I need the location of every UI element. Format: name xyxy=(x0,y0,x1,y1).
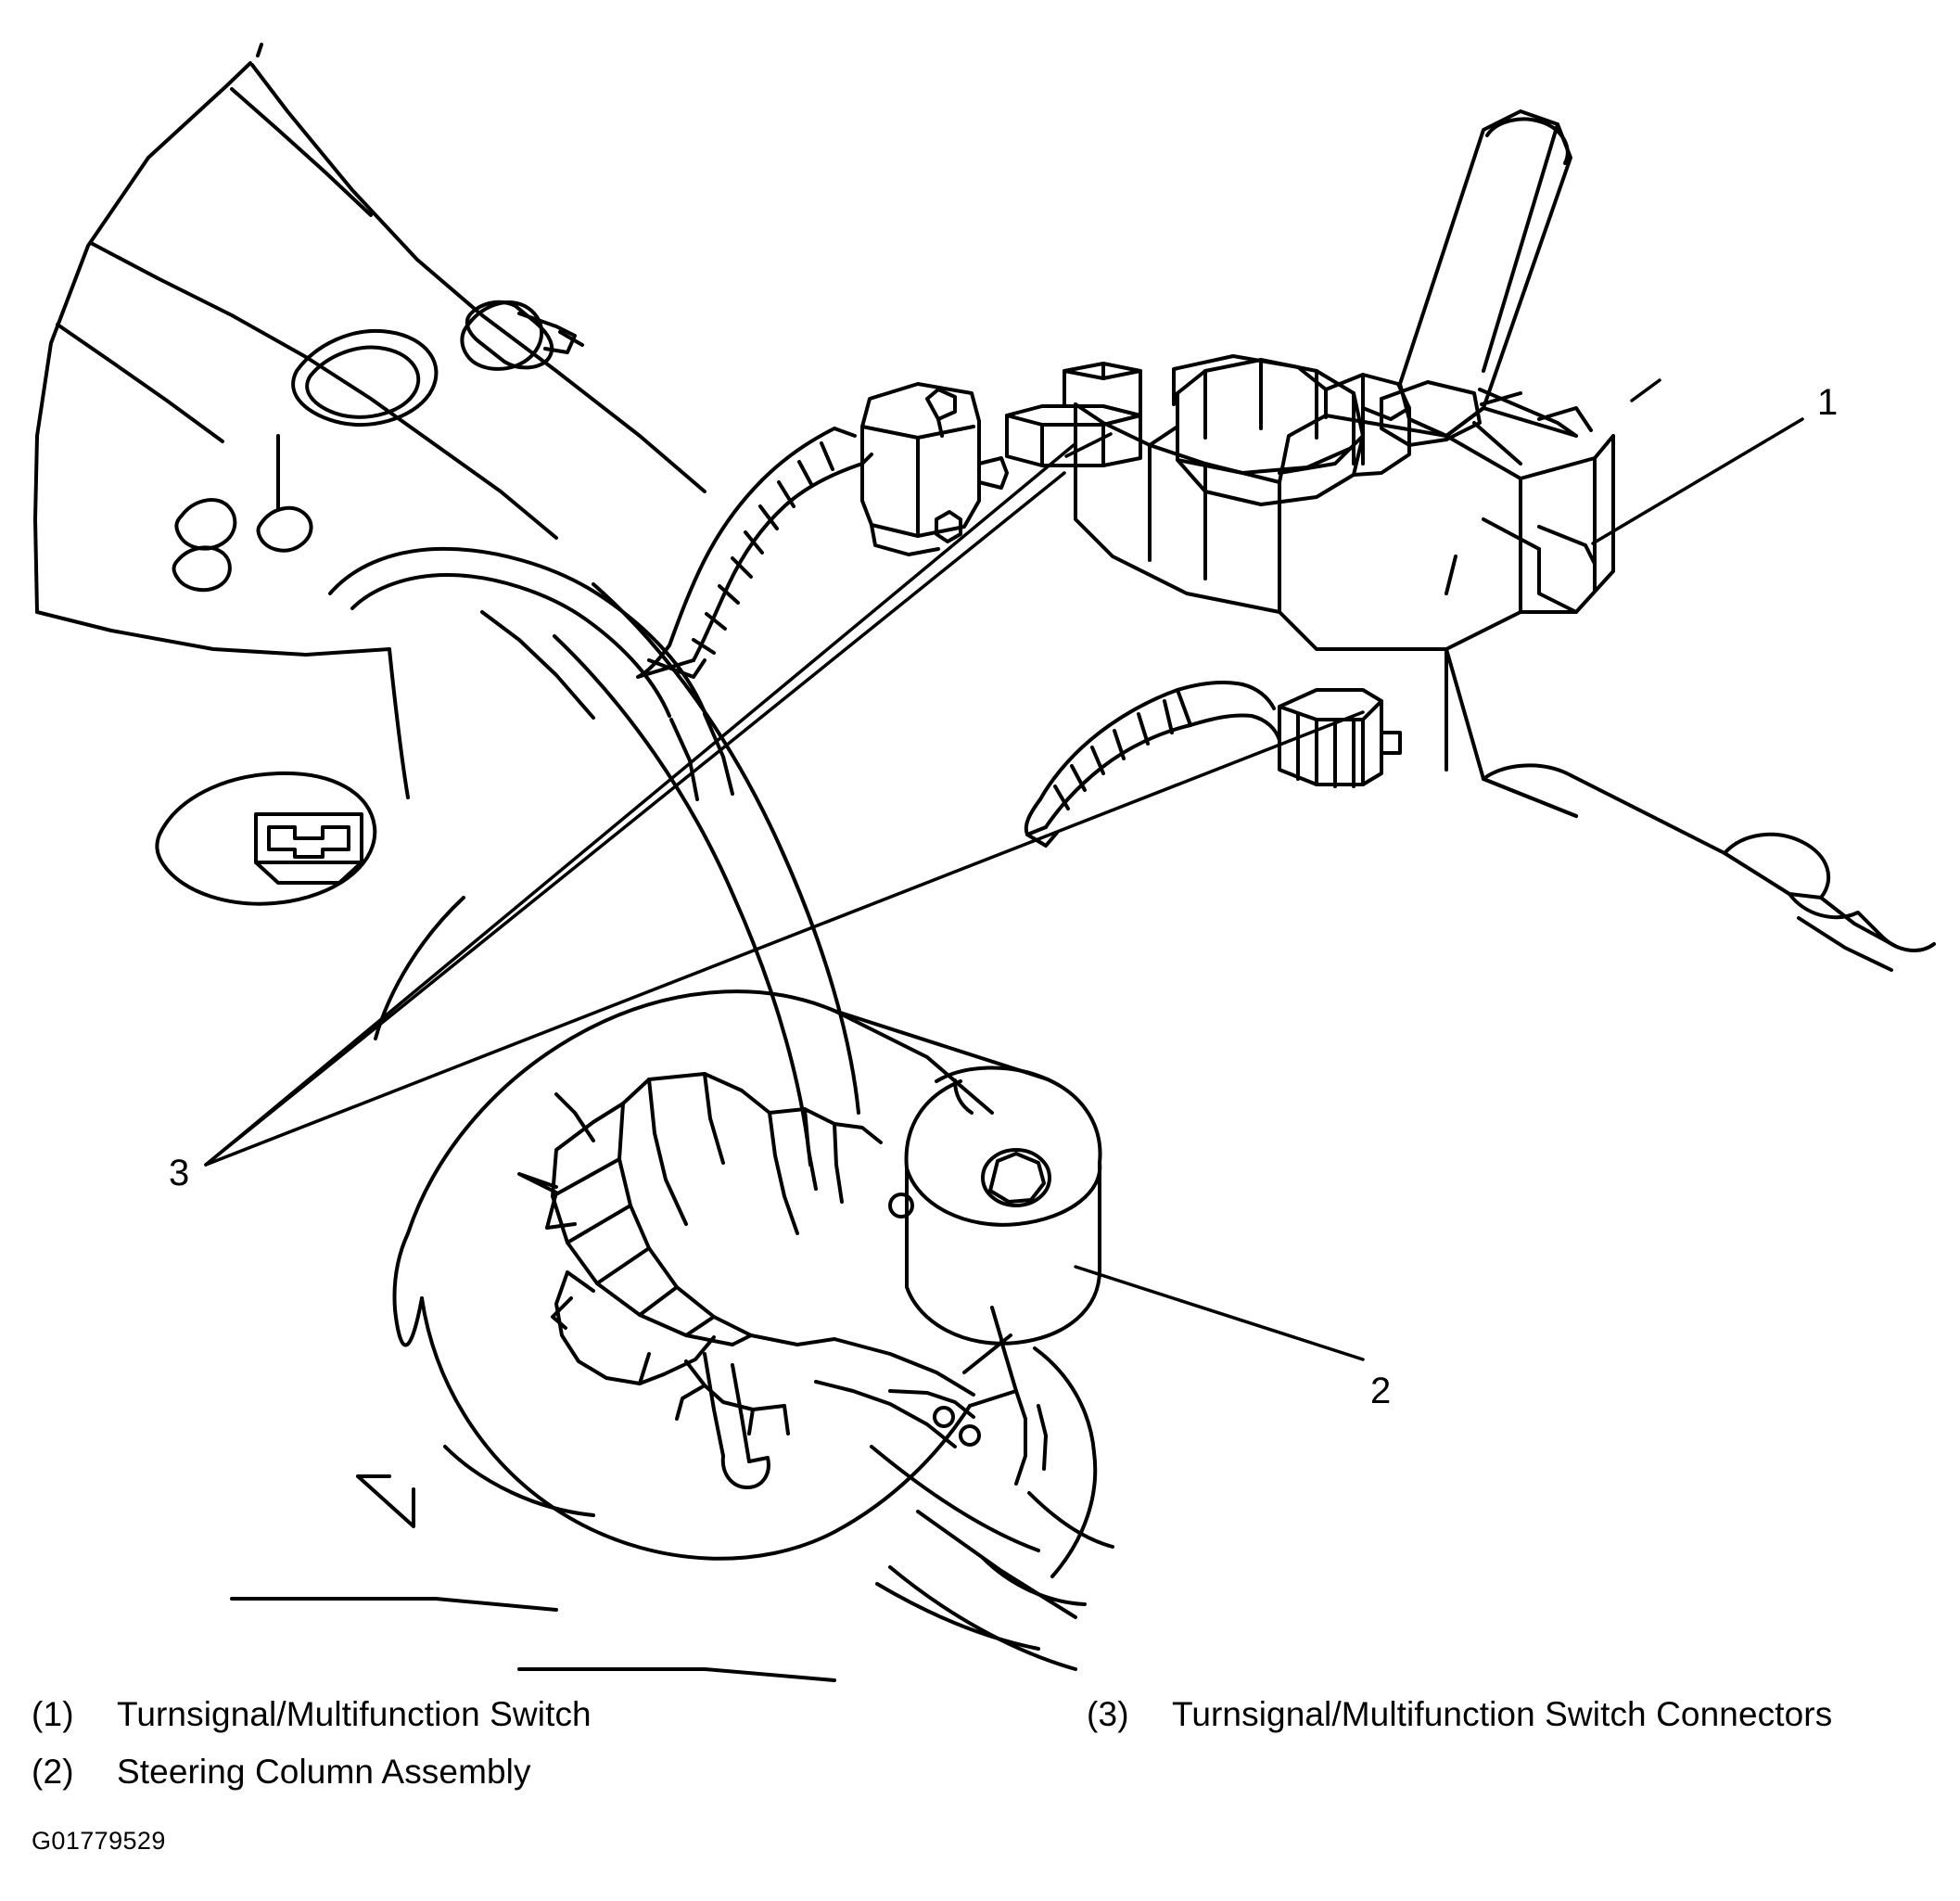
connector-c xyxy=(1174,356,1409,475)
legend-item xyxy=(32,1695,592,1753)
figure-legend xyxy=(0,1695,1960,1844)
dash-sweep-curve xyxy=(375,584,859,1165)
legend-item xyxy=(32,1753,592,1810)
switch-collar-mount xyxy=(1075,389,1591,612)
lock-cylinder-stalk xyxy=(519,1174,769,1487)
connector-a xyxy=(862,384,1007,555)
ignition-lock-housing xyxy=(553,1074,1046,1484)
sir-coil-assembly xyxy=(890,1067,1101,1343)
turnsignal-multifunction-switch xyxy=(1279,111,1934,970)
legend-item-number: (2) xyxy=(32,1753,74,1791)
callout-number-1: 1 xyxy=(1817,382,1839,423)
emblem-badge xyxy=(157,773,375,904)
legend-column-left xyxy=(32,1695,592,1810)
legend-item-number: (3) xyxy=(1087,1695,1129,1733)
column-shroud xyxy=(445,1094,1011,1515)
dash-recess-shapes xyxy=(176,302,541,548)
figure-id-label: G01779529 xyxy=(32,1827,166,1855)
callout-number-3: 3 xyxy=(169,1153,190,1193)
legend-item-label: Turnsignal/Multifunction Switch xyxy=(117,1695,592,1733)
lower-panel-lines xyxy=(232,1584,1038,1680)
direction-arrow xyxy=(358,1476,414,1526)
legend-item-number: (1) xyxy=(32,1695,74,1733)
legend-item-label: Turnsignal/Multifunction Switch Connectors xyxy=(1172,1695,1833,1733)
callout-number-2: 2 xyxy=(1370,1371,1392,1411)
leader-lines xyxy=(206,380,1802,1359)
wire-harness-loom-lower xyxy=(1026,683,1279,846)
legend-item xyxy=(1087,1695,1832,1753)
legend-column-right xyxy=(1087,1695,1832,1753)
lower-dash-panel xyxy=(330,549,732,799)
legend-item-label: Steering Column Assembly xyxy=(117,1753,531,1791)
